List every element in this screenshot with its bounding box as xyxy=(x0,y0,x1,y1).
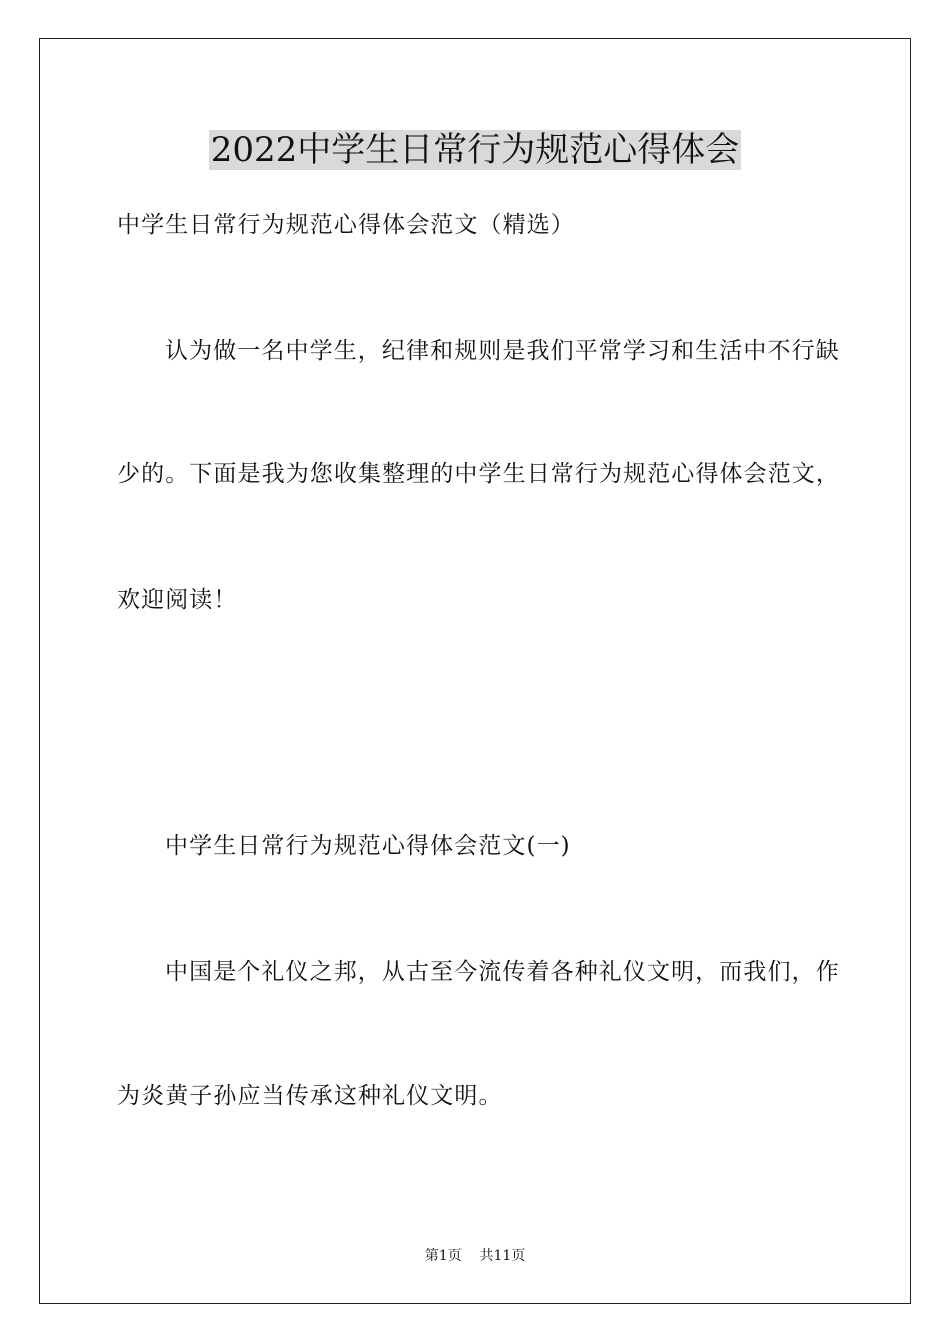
paragraph-line: 为炎黄子孙应当传承这种礼仪文明。 xyxy=(117,1083,503,1109)
page-number-footer: 第1页 共11页 xyxy=(424,1248,526,1264)
subtitle-line: 中学生日常行为规范心得体会范文（精选） xyxy=(117,212,575,238)
paragraph-line: 欢迎阅读！ xyxy=(117,587,238,613)
section-heading: 中学生日常行为规范心得体会范文(一) xyxy=(165,833,571,859)
paragraph-line: 少的。下面是我为您收集整理的中学生日常行为规范心得体会范文， xyxy=(117,461,840,487)
document-title xyxy=(0,128,950,172)
paragraph-line: 中国是个礼仪之邦，从古至今流传着各种礼仪文明，而我们，作 xyxy=(165,959,840,985)
paragraph-line: 认为做一名中学生，纪律和规则是我们平常学习和生活中不行缺 xyxy=(165,338,840,364)
document-title-text: 2022中学生日常行为规范心得体会 xyxy=(210,130,740,170)
